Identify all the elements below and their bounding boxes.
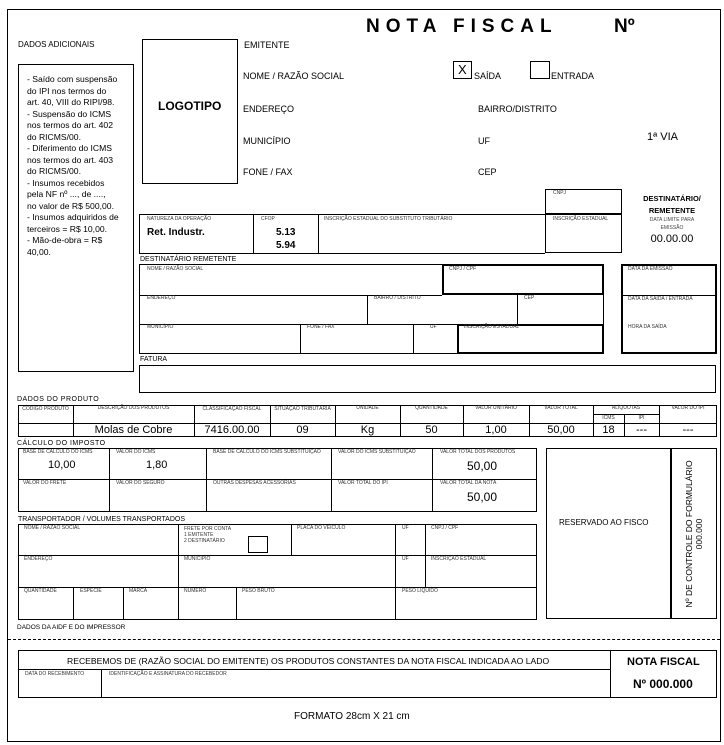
v-icms-label: VALOR DO ICMS [116, 449, 156, 455]
transp-peso-liquido-label: PESO LÍQUIDO [402, 588, 438, 594]
cfop-value-1: 5.13 [276, 227, 296, 238]
transp-numero-label: NÚMERO [184, 588, 207, 594]
prod-h-descricao: DESCRIÇÃO DOS PRODUTOS [97, 405, 170, 411]
canhoto-nf-title: NOTA FISCAL [627, 656, 700, 668]
bc-subst-label: BASE DE CÁLCULO DO ICMS SUBSTITUIÇÃO [213, 449, 321, 455]
prod-h-valor-unit: VALOR UNITÁRIO [475, 405, 517, 411]
dest-cnpj-label: CNPJ / CPF [449, 266, 477, 272]
transportador-table [18, 524, 537, 620]
transp-r1-c4 [425, 524, 426, 587]
transp-r3-c1 [73, 587, 74, 620]
prod-h-quantidade: QUANTIDADE [415, 405, 448, 411]
v-nota-value: 50,00 [467, 490, 498, 504]
dest-left-line [139, 264, 140, 354]
transp-municipio-label: MUNICÍPIO [184, 556, 211, 562]
v-ipi-label: VALOR TOTAL DO IPI [338, 480, 388, 486]
fisco-box [546, 448, 671, 619]
entrada-label: ENTRADA [551, 71, 595, 81]
dates-box[interactable] [621, 264, 717, 354]
emitente-bairro: BAIRRO/DISTRITO [478, 104, 557, 114]
transp-r3-c5 [395, 587, 396, 620]
emitente-cep: CEP [478, 167, 497, 177]
natureza-label: NATUREZA DA OPERAÇÃO [147, 216, 212, 222]
prod-h-icms: ICMS [602, 415, 615, 421]
dest-top-line [139, 264, 442, 265]
prod-h-aliquotas: ALÍQUOTAS [611, 405, 641, 411]
transp-marca-label: MARCA [129, 588, 148, 594]
outras-label: OUTRAS DESPESAS ACESSÓRIAS [213, 480, 296, 486]
cfop-value-2: 5.94 [276, 240, 296, 251]
bc-icms-label: BASE DE CÁLCULO DO ICMS [23, 449, 93, 455]
transp-r3-c3 [178, 587, 179, 620]
dest-div-uf [413, 324, 414, 353]
v-produtos-label: VALOR TOTAL DOS PRODUTOS [440, 449, 516, 455]
formato-label: FORMATO 28cm X 21 cm [294, 711, 410, 722]
transp-r3-c4 [236, 587, 237, 620]
cut-line [8, 639, 720, 640]
transp-r3-c2 [123, 587, 124, 620]
dest-cep-label: CEP [524, 295, 535, 301]
v-icms-value: 1,80 [146, 459, 168, 471]
v-produtos-value: 50,00 [467, 459, 498, 473]
fatura-box[interactable] [139, 365, 716, 393]
transp-uf2-label: UF [402, 556, 409, 562]
fisco-label: RESERVADO AO FISCO [559, 518, 649, 527]
transp-ie-label: INSCRIÇÃO ESTADUAL [431, 556, 487, 562]
dest-row3-line [139, 324, 457, 325]
prod-valor-total: 50,00 [547, 424, 575, 436]
prod-h-valor-ipi: VALOR DO IPI [671, 405, 705, 411]
transp-cnpj-label: CNPJ / CPF [431, 525, 459, 531]
prod-h-ipi: IPI [638, 415, 645, 421]
dest-bottom-line [139, 353, 457, 354]
transp-especie-label: ESPÉCIE [80, 588, 102, 594]
dest-rem-box: DESTINATÁRIO/ REMETENTE DATA LIMITE PARA EMISSÃO 00.00.00 [643, 194, 701, 245]
cnpj-label: CNPJ [553, 190, 567, 196]
prod-valor-unit: 1,00 [485, 424, 507, 436]
prod-descricao: Molas de Cobre [94, 424, 173, 436]
canhoto-data-div [101, 669, 102, 698]
prod-unidade: Kg [360, 424, 375, 436]
imp-col-2 [206, 448, 207, 512]
dest-uf-label: UF [430, 324, 437, 330]
aidf-label: DADOS DA AIDF E DO IMPRESSOR [17, 624, 126, 631]
op-top-line [139, 214, 545, 215]
data-emissao-label: DATA DA EMISSÃO [628, 266, 673, 272]
ie-subst-label: INSCRIÇÃO ESTADUAL DO SUBSTITUTO TRIBUTÁRIO [324, 216, 453, 222]
transp-endereco-label: ENDEREÇO [24, 556, 53, 562]
transp-quantidade-label: QUANTIDADE [24, 588, 57, 594]
dest-div-fone [300, 324, 301, 353]
form-number-label: Nº [614, 16, 635, 37]
prod-h-codigo: CÓDIGO PRODUTO [22, 406, 69, 412]
prod-aliq-icms: 18 [602, 424, 615, 436]
dados-adicionais-text: - Saído com suspensão do IPI nos termos do art. 40, VIII do RIPI/98. - Suspensão do ICMS nos termos do art. 402 do RICMS/00. - Diferimento do ICMS nos termos do art. 403 do RICMS/00. - Insumos recebidos pela NF nº ..., de ...., no valor de R$ 500,00. - Insumos adquiridos de terceiros = R$ 10,00. - Mão-de-obra = R$ 40,00. [27, 74, 119, 257]
emitente-nome: NOME / RAZÃO SOCIAL [243, 71, 345, 81]
canhoto-mid-line [18, 669, 610, 670]
saida-mark: X [458, 62, 467, 77]
form-title: NOTA FISCAL [366, 16, 558, 37]
dest-endereco-label: ENDEREÇO [147, 295, 176, 301]
transp-peso-bruto-label: PESO BRUTO [242, 588, 275, 594]
transp-frete-label: FRETE POR CONTA 1 EMITENTE 2 DESTINATÁRIO [184, 526, 232, 544]
emitente-municipio: MUNICÍPIO [243, 136, 291, 146]
prod-h-valor-total: VALOR TOTAL [544, 405, 578, 411]
hora-saida-label: HORA DA SAÍDA [628, 324, 667, 330]
produto-title: DADOS DO PRODUTO [17, 396, 100, 403]
dest-ie-label: INSCRIÇÃO ESTADUAL [464, 324, 520, 330]
transp-nome-label: NOME / RAZÃO SOCIAL [24, 525, 81, 531]
dest-div-cep [517, 295, 518, 324]
op-div2 [318, 214, 319, 253]
frete-label: VALOR DO FRETE [23, 480, 67, 486]
dados-adicionais-label: DADOS ADICIONAIS [18, 40, 95, 49]
prod-h-classificacao: CLASSIFICAÇÃO FISCAL [202, 406, 262, 412]
emitente-fone: FONE / FAX [243, 167, 293, 177]
frete-checkbox[interactable] [248, 536, 268, 553]
v-subst-label: VALOR DO ICMS SUBSTITUIÇÃO [338, 449, 416, 455]
dest-bairro-label: BAIRRO / DISTRITO [374, 295, 421, 301]
canhoto-div [610, 650, 611, 698]
transportador-title: TRANSPORTADOR / VOLUMES TRANSPORTADOS [18, 516, 185, 523]
transp-placa-label: PLACA DO VEÍCULO [297, 525, 346, 531]
prod-valor-ipi: --- [682, 424, 694, 436]
v-nota-label: VALOR TOTAL DA NOTA [440, 480, 497, 486]
seguro-label: VALOR DO SEGURO [116, 480, 165, 486]
op-left-line [139, 214, 140, 253]
prod-h-unidade: UNIDADE [356, 405, 379, 411]
prod-h-situacao: SITUAÇÃO TRIBUTÁRIA [274, 406, 331, 412]
prod-classificacao: 7416.00.00 [204, 424, 260, 436]
saida-label: SAÍDA [474, 71, 502, 81]
canhoto-ident-label: IDENTIFICAÇÃO E ASSINATURA DO RECEBEDOR [109, 671, 227, 677]
emitente-uf: UF [478, 136, 490, 146]
transp-uf-label: UF [402, 525, 409, 531]
logo-text: LOGOTIPO [158, 99, 222, 113]
ie-label: INSCRIÇÃO ESTADUAL [553, 216, 609, 222]
prod-quantidade: 50 [425, 424, 438, 436]
transp-r1-c1 [178, 524, 179, 555]
dest-fone-label: FONE / FAX [307, 324, 335, 330]
dest-div-bairro [367, 295, 368, 324]
cfop-label: CFOP [261, 216, 275, 222]
op-div1 [253, 214, 254, 253]
dest-municipio-label: MUNICÍPIO [147, 324, 174, 330]
imp-col-4 [432, 448, 433, 512]
transp-r2-c1 [178, 555, 179, 587]
dest-right-r2 [603, 295, 604, 324]
prod-situacao: 09 [296, 424, 309, 436]
transp-r1-c3 [395, 524, 396, 587]
via-label: 1ª VIA [647, 131, 678, 143]
bc-icms-value: 10,00 [48, 459, 76, 471]
natureza-value: Ret. Industr. [147, 227, 205, 238]
op-bottom-line [139, 253, 545, 254]
transp-r1-c2 [291, 524, 292, 555]
destinatario-title: DESTINATÁRIO REMETENTE [140, 256, 237, 263]
emitente-title: EMITENTE [244, 40, 290, 50]
data-saida-label: DATA DA SAÍDA / ENTRADA [628, 296, 693, 302]
emitente-endereco: ENDEREÇO [243, 104, 295, 114]
prod-aliq-ipi: --- [636, 424, 647, 436]
imp-col-1 [109, 448, 110, 512]
entrada-checkbox[interactable] [530, 61, 550, 79]
fatura-title: FATURA [140, 356, 168, 363]
dest-nome-label: NOME / RAZÃO SOCIAL [147, 266, 204, 272]
canhoto-text: RECEBEMOS DE (RAZÃO SOCIAL DO EMITENTE) OS PRODUTOS CONSTANTES DA NOTA FISCAL INDICADA AO LADO [67, 656, 550, 666]
canhoto-nf-number: Nº 000.000 [633, 677, 693, 691]
imp-col-3 [331, 448, 332, 512]
controle-label: Nº DE CONTROLE DO FORMULÁRIO 000.000 [684, 460, 704, 608]
imposto-title: CÁLCULO DO IMPOSTO [17, 440, 106, 447]
canhoto-data-label: DATA DO RECEBIMENTO [25, 671, 85, 677]
